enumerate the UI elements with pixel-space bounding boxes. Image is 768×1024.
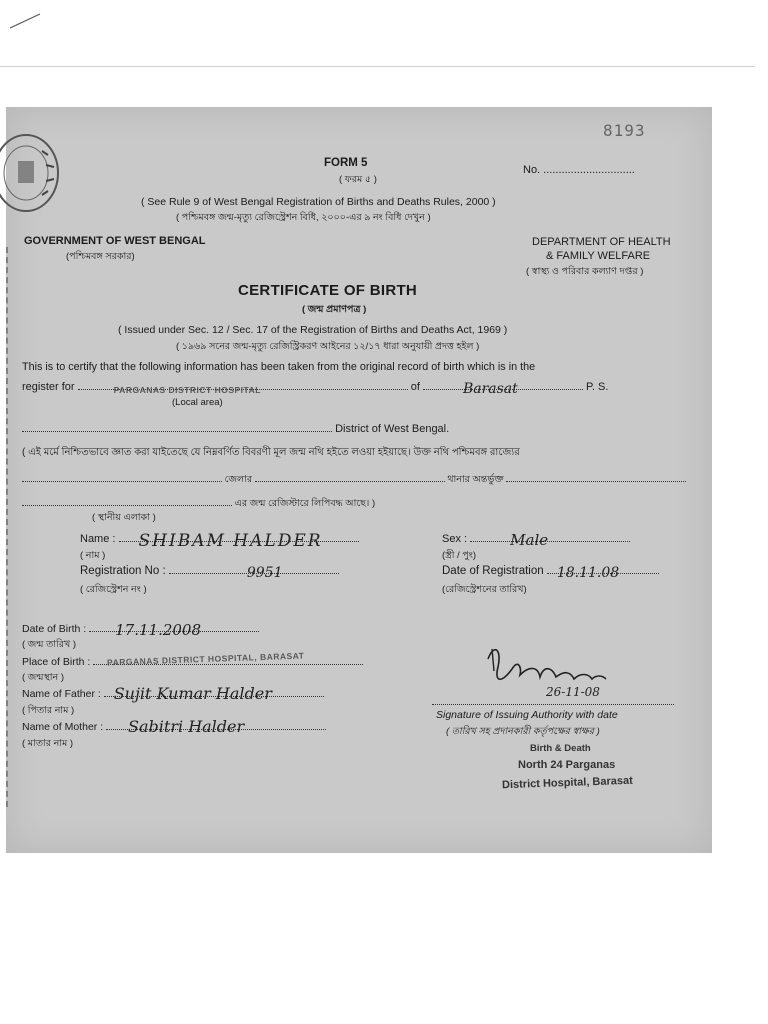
local-area-field bbox=[78, 385, 408, 395]
local-area-label: (Local area) bbox=[172, 397, 223, 408]
registration-no-bn: ( রেজিস্ট্রেশন নং ) bbox=[80, 584, 147, 595]
rule-reference-bn: ( পশ্চিমবঙ্গ জন্ম-মৃত্যু রেজিস্ট্রেশন বিধি, ২০০০-এর ৯ নং বিধি দেখুন ) bbox=[176, 212, 431, 223]
bn-thana-label: থানার অন্তর্ভুক্ত bbox=[447, 474, 504, 485]
name-label-bn: ( নাম ) bbox=[80, 550, 106, 561]
name-value: SHIBAM HALDER bbox=[138, 531, 323, 551]
issued-under-bn: ( ১৯৬৯ সনের জন্ম-মৃত্যু রেজিস্ট্রিকরণ আইনের ১২/১৭ ধারা অনুযায়ী প্রদত্ত হইল ) bbox=[176, 341, 480, 352]
mother-value: Sabitri Halder bbox=[128, 717, 245, 736]
government-heading: GOVERNMENT OF WEST BENGAL bbox=[24, 235, 206, 247]
issued-under: ( Issued under Sec. 12 / Sec. 17 of the Registration of Births and Deaths Act, 1969 ) bbox=[118, 324, 508, 336]
district-label: District of West Bengal. bbox=[335, 423, 450, 435]
registration-no-value: 9951 bbox=[246, 565, 283, 581]
certify-statement: This is to certify that the following information has been taken from the original record of birth which is in the bbox=[22, 361, 536, 373]
office-stamp-line-2: North 24 Parganas bbox=[518, 759, 616, 771]
bengali-local-area: ( স্থানীয় এলাকা ) bbox=[92, 512, 156, 523]
pob-label: Place of Birth : bbox=[22, 656, 91, 668]
bn-thana-field bbox=[255, 481, 445, 482]
register-for-row bbox=[22, 381, 609, 397]
ps-label: P. S. bbox=[586, 381, 609, 393]
ps-field bbox=[423, 381, 583, 397]
signature-date: 26-11-08 bbox=[546, 685, 600, 699]
mother-label: Name of Mother : bbox=[22, 721, 104, 733]
hospital-stamp: PARGANAS DISTRICT HOSPITAL bbox=[113, 385, 261, 395]
bn-district-field bbox=[22, 481, 222, 482]
registration-date-bn: (রেজিস্ট্রেশনের তারিখ) bbox=[442, 584, 527, 595]
certificate-number: No. .............................. bbox=[523, 164, 635, 176]
name-label: Name : bbox=[80, 533, 116, 545]
register-for-label: register for bbox=[22, 381, 75, 393]
father-bn: ( পিতার নাম ) bbox=[22, 705, 75, 716]
pob-field bbox=[93, 650, 363, 668]
pob-stamp: PARGANAS DISTRICT HOSPITAL, BARASAT bbox=[107, 650, 305, 668]
serial-number: 8193 bbox=[603, 121, 646, 140]
bn-register-label: এর জন্ম রেজিস্টারে লিপিবদ্ধ আছে। ) bbox=[234, 498, 376, 509]
certificate-title: CERTIFICATE OF BIRTH bbox=[238, 282, 418, 299]
dob-bn: ( জন্ম তারিখ ) bbox=[22, 639, 76, 650]
bengali-register-row bbox=[22, 497, 375, 512]
department-bn: ( স্বাস্থ্য ও পরিবার কল্যাণ দপ্তর ) bbox=[526, 266, 644, 277]
dob-label: Date of Birth : bbox=[22, 623, 87, 635]
signature-line bbox=[432, 704, 674, 705]
district-row bbox=[22, 423, 449, 435]
sex-value: Male bbox=[510, 531, 549, 549]
scan-edge-line bbox=[0, 66, 755, 67]
bengali-district-row bbox=[22, 473, 686, 488]
department-line-1: DEPARTMENT OF HEALTH bbox=[532, 236, 671, 248]
office-stamp-line-3: District Hospital, Barasat bbox=[501, 774, 633, 792]
mother-row bbox=[22, 717, 326, 736]
registration-date-label: Date of Registration bbox=[442, 565, 544, 577]
place-value: Barasat bbox=[462, 381, 518, 397]
bn-local-field bbox=[22, 505, 232, 506]
sex-label: Sex : bbox=[442, 533, 468, 545]
dob-value: 17.11.2008 bbox=[115, 621, 202, 639]
registration-no-row bbox=[80, 565, 339, 581]
department-line-2: & FAMILY WELFARE bbox=[546, 250, 651, 262]
scan-mark bbox=[8, 10, 44, 30]
dob-field bbox=[89, 621, 259, 639]
sex-row bbox=[442, 531, 630, 549]
office-stamp-line-1: Birth & Death bbox=[530, 743, 591, 754]
dob-row bbox=[22, 621, 259, 639]
of-label: of bbox=[410, 381, 420, 393]
form-number-bn: ( ফরম ৫ ) bbox=[339, 174, 377, 185]
sex-label-bn: (স্ত্রী / পুং) bbox=[442, 550, 477, 561]
government-heading-bn: (পশ্চিমবঙ্গ সরকার) bbox=[66, 251, 135, 262]
pob-bn: ( জন্মস্থান ) bbox=[22, 672, 65, 683]
district-field bbox=[22, 431, 332, 432]
bengali-statement: ( এই মর্মে নিশ্চিতভাবে জ্ঞাত করা যাইতেছে যে নিম্নবর্ণিত বিবরণী মূল জন্ম নথি হইতে লওয়া হইয়াছে। উক্ত নথি পশ্চিমবঙ্গ রাজ্যের bbox=[22, 447, 520, 458]
pob-row bbox=[22, 650, 363, 668]
father-value: Sujit Kumar Halder bbox=[113, 684, 272, 703]
mother-bn: ( মাতার নাম ) bbox=[22, 738, 74, 749]
certificate-title-bn: ( জন্ম প্রমাণপত্র ) bbox=[302, 304, 367, 315]
mother-field bbox=[106, 717, 326, 736]
father-field bbox=[104, 684, 324, 703]
bn-extra-field bbox=[506, 481, 686, 482]
name-field bbox=[119, 531, 359, 551]
name-row bbox=[80, 531, 359, 551]
registration-date-row bbox=[442, 565, 659, 581]
registration-no-field bbox=[169, 565, 339, 581]
registration-no-label: Registration No : bbox=[80, 565, 166, 577]
sex-field bbox=[470, 531, 630, 549]
birth-certificate bbox=[6, 107, 712, 853]
father-label: Name of Father : bbox=[22, 688, 101, 700]
registration-date-value: 18.11.08 bbox=[556, 565, 620, 581]
father-row bbox=[22, 684, 324, 703]
registration-date-field bbox=[547, 565, 659, 581]
bn-district-label: জেলার bbox=[224, 474, 253, 485]
signature-label-bn: ( তারিখ সহ প্রদানকারী কর্তৃপক্ষের স্বাক্ষর ) bbox=[446, 726, 600, 737]
signature-label: Signature of Issuing Authority with date bbox=[436, 709, 618, 721]
form-number: FORM 5 bbox=[324, 157, 368, 169]
rule-reference: ( See Rule 9 of West Bengal Registration of Births and Deaths Rules, 2000 ) bbox=[141, 196, 496, 208]
seal-stamp bbox=[0, 131, 64, 215]
left-edge-marks bbox=[6, 247, 10, 807]
